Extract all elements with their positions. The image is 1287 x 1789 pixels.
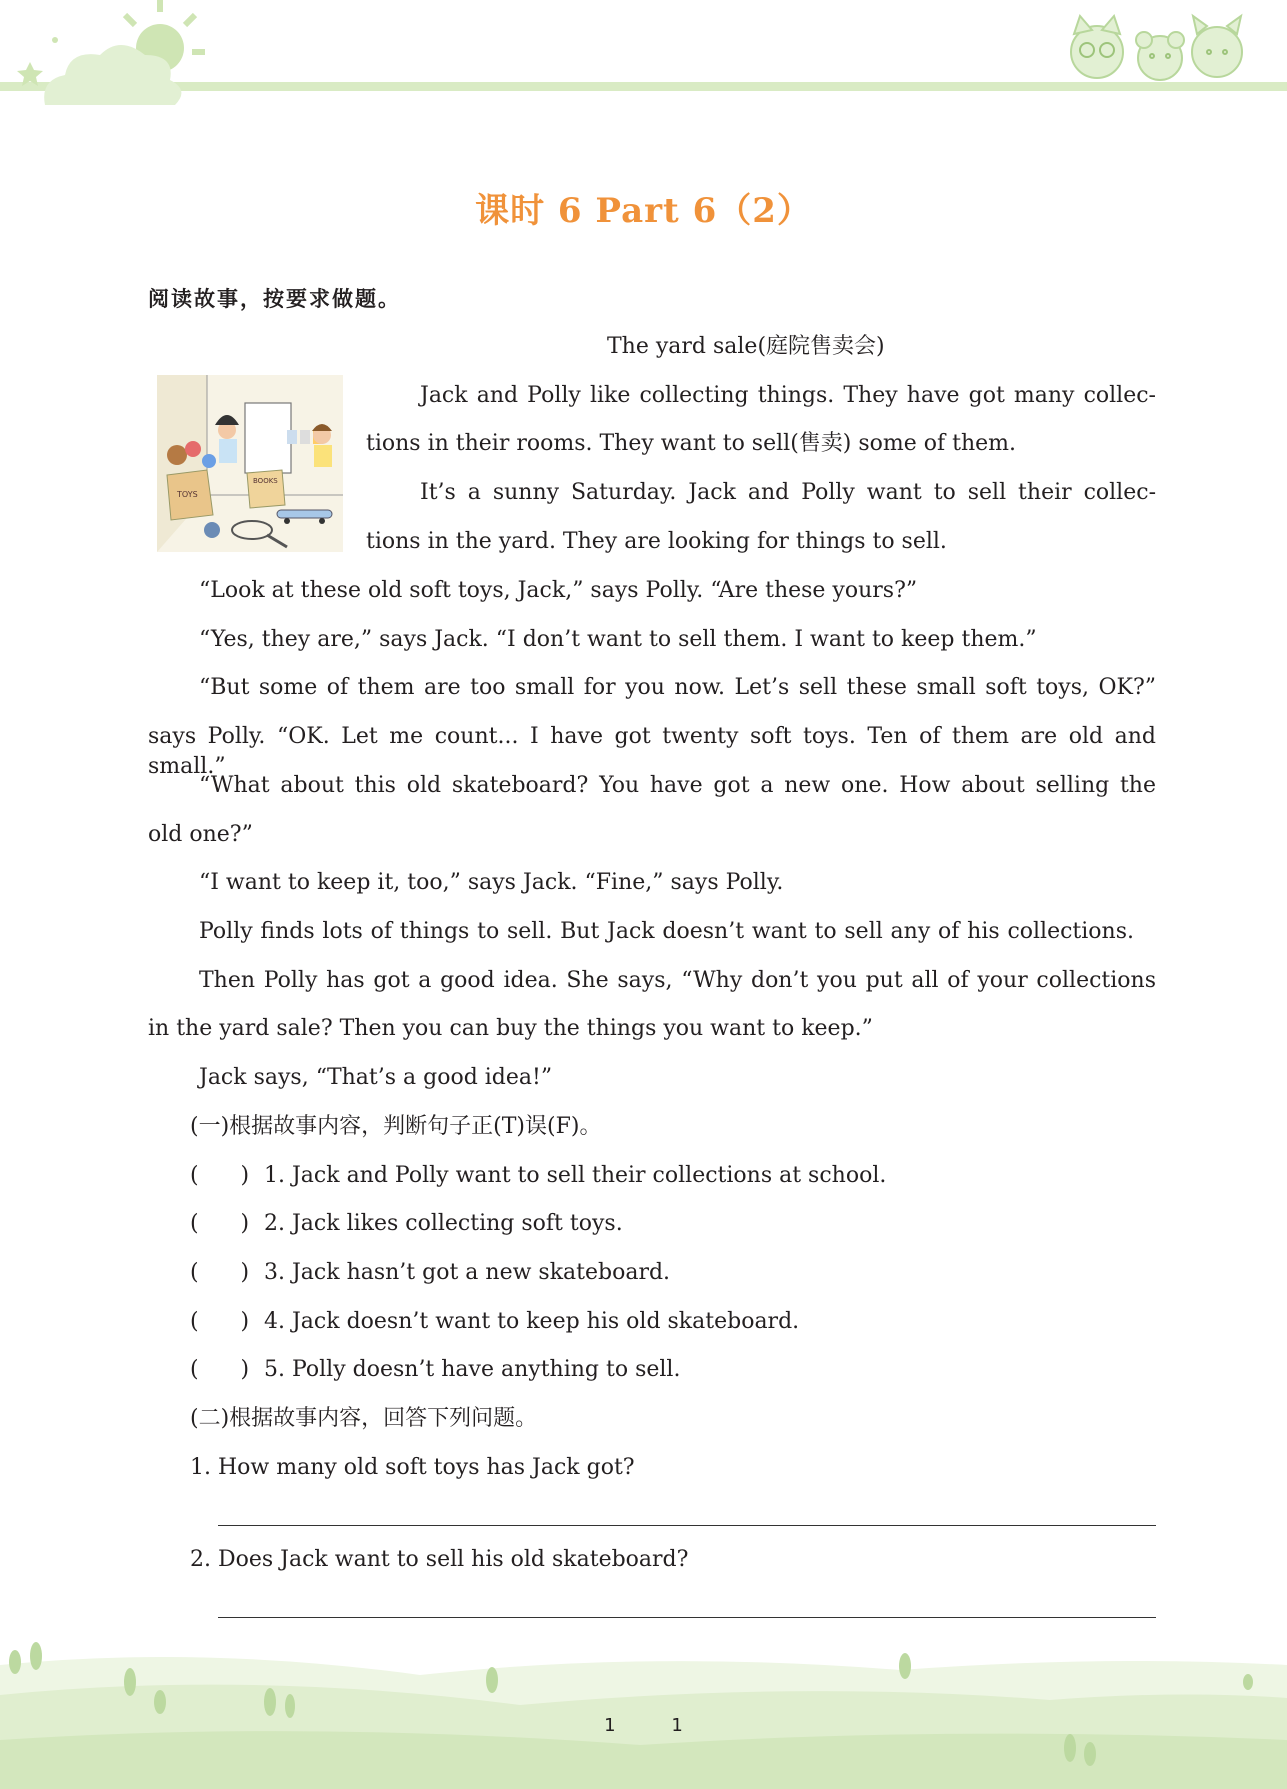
story-line: in the yard sale? Then you can buy the things you want to keep.” bbox=[148, 1016, 873, 1041]
section2-heading: (二)根据故事内容，回答下列问题。 bbox=[190, 1406, 538, 1431]
question: 1. How many old soft toys has Jack got? bbox=[190, 1455, 635, 1480]
answer-blank[interactable]: ( ) bbox=[190, 1211, 250, 1236]
tf-item: ( ) 3. Jack hasn’t got a new skateboard. bbox=[190, 1258, 670, 1288]
toys-box-label: TOYS bbox=[177, 490, 198, 499]
story-line: Jack says, “That’s a good idea!” bbox=[199, 1065, 553, 1090]
story-line: “But some of them are too small for you now. Let’s sell these small soft toys, OK?” bbox=[199, 675, 1156, 700]
hills-decoration-icon bbox=[0, 1620, 1287, 1789]
page-number: 1 1 bbox=[604, 1715, 683, 1736]
answer-blank[interactable]: ( ) bbox=[190, 1357, 250, 1382]
story-title: The yard sale(庭院售卖会) bbox=[607, 334, 885, 359]
story-line: Then Polly has got a good idea. She says, “Why don’t you put all of your collections bbox=[199, 968, 1156, 993]
tf-item: ( ) 4. Jack doesn’t want to keep his old skateboard. bbox=[190, 1307, 799, 1337]
story-line: “Yes, they are,” says Jack. “I don’t want to sell them. I want to keep them.” bbox=[199, 627, 1037, 652]
story-line: Polly finds lots of things to sell. But Jack doesn’t want to sell any of his collections. bbox=[199, 919, 1134, 944]
answer-blank[interactable]: ( ) bbox=[190, 1163, 250, 1188]
story-line: “Look at these old soft toys, Jack,” says Polly. “Are these yours?” bbox=[199, 578, 918, 603]
story-line: It’s a sunny Saturday. Jack and Polly want to sell their collec- bbox=[420, 480, 1156, 505]
yard-sale-illustration bbox=[157, 375, 343, 552]
story-line: “What about this old skateboard? You have got a new one. How about selling the bbox=[199, 773, 1156, 798]
answer-blank[interactable]: ( ) bbox=[190, 1309, 250, 1334]
story-line: “I want to keep it, too,” says Jack. “Fine,” says Polly. bbox=[199, 870, 784, 895]
books-box-label: BOOKS bbox=[253, 477, 278, 485]
sun-cloud-decoration-icon bbox=[0, 0, 210, 115]
section1-heading: (一)根据故事内容，判断句子正(T)误(F)。 bbox=[190, 1114, 602, 1139]
story-line: tions in their rooms. They want to sell(售卖) some of them. bbox=[366, 431, 1017, 456]
tf-item: ( ) 2. Jack likes collecting soft toys. bbox=[190, 1209, 623, 1239]
question: 2. Does Jack want to sell his old skateboard? bbox=[190, 1547, 689, 1572]
answer-line[interactable] bbox=[218, 1617, 1156, 1618]
tf-item: ( ) 1. Jack and Polly want to sell their collections at school. bbox=[190, 1161, 886, 1191]
page-title: 课时 6 Part 6（2） bbox=[475, 191, 812, 231]
instruction-text: 阅读故事，按要求做题。 bbox=[148, 287, 401, 311]
tf-item: ( ) 5. Polly doesn’t have anything to sell. bbox=[190, 1355, 680, 1385]
story-line: Jack and Polly like collecting things. They have got many collec- bbox=[420, 383, 1156, 408]
animal-faces-decoration-icon bbox=[1052, 10, 1252, 85]
answer-line[interactable] bbox=[218, 1525, 1156, 1526]
answer-blank[interactable]: ( ) bbox=[190, 1260, 250, 1285]
story-line: tions in the yard. They are looking for things to sell. bbox=[366, 529, 947, 554]
story-line: old one?” bbox=[148, 822, 253, 847]
story-line: says Polly. “OK. Let me count... I have got twenty soft toys. Ten of them are old and small.” bbox=[148, 724, 1156, 779]
